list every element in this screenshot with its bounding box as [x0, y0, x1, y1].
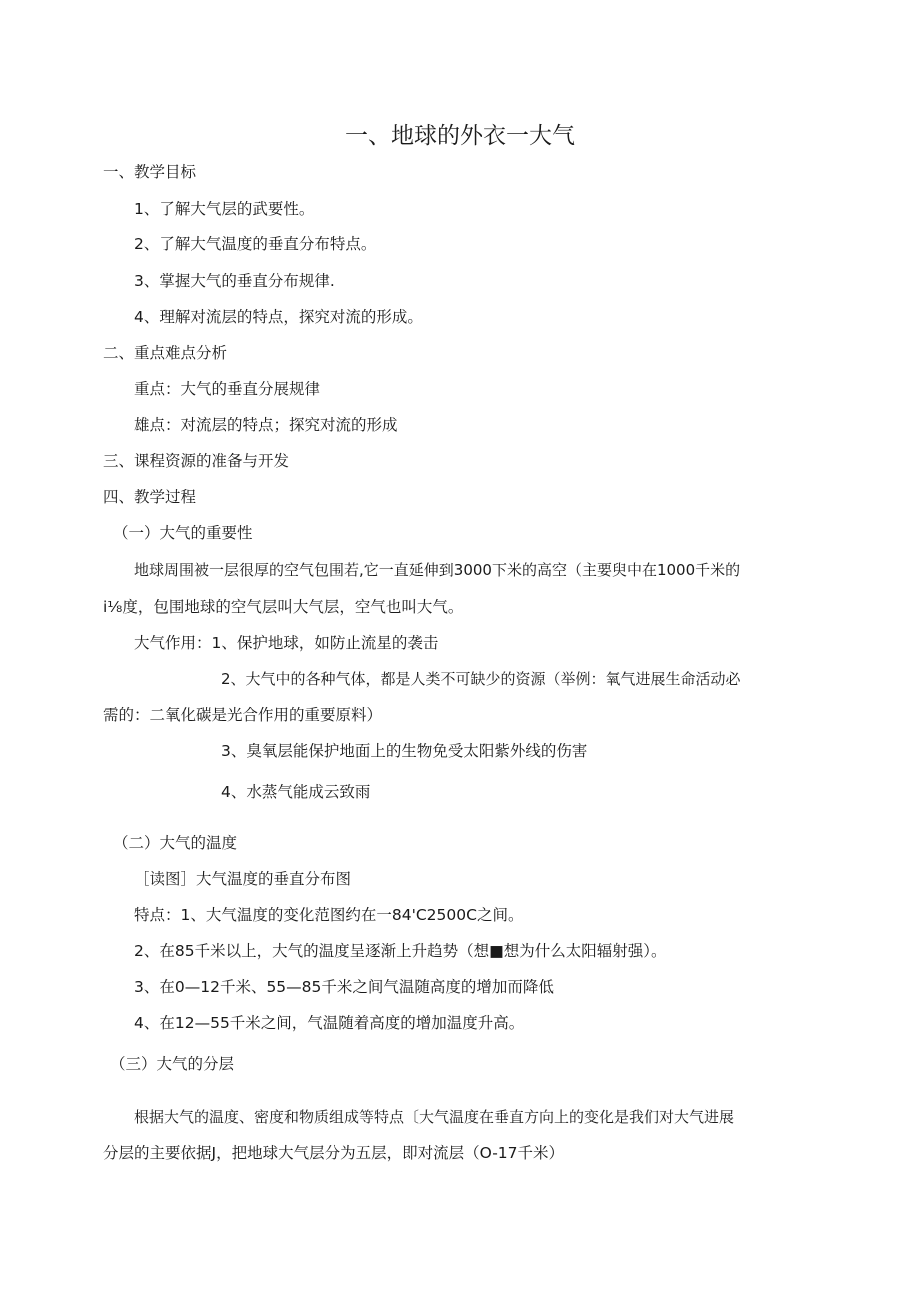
temperature-feature: 2、在85千米以上，大气的温度呈逐渐上升趋势（想■想为什么太阳辐射强）。 — [134, 942, 667, 960]
subsection-heading-importance: （一）大气的重要性 — [113, 524, 253, 542]
objective-item: 3、掌握大气的垂直分布规律. — [134, 272, 335, 290]
paragraph-line: 分层的主要依据J，把地球大气层分为五层，即对流层（O-17千米） — [103, 1144, 565, 1162]
paragraph-line: 根据大气的温度、密度和物质组成等特点〔大气温度在垂直方向上的变化是我们对大气进展 — [134, 1108, 735, 1126]
key-point-text: 重点：大气的垂直分展规律 — [134, 380, 321, 398]
paragraph-line: i⅛度，包围地球的空气层叫大气层，空气也叫大气。 — [103, 598, 464, 616]
subsection-heading-layers: （三）大气的分层 — [110, 1055, 235, 1073]
subsection-heading-temperature: （二）大气的温度 — [113, 834, 238, 852]
atmosphere-role-2-cont: 需的：二氧化碳是光合作用的重要原料） — [103, 706, 383, 724]
temperature-feature: 特点：1、大气温度的变化范图约在一84'C2500C之间。 — [134, 906, 524, 924]
temperature-feature: 3、在0—12千米、55—85千米之间气温随高度的增加而降低 — [134, 978, 554, 996]
atmosphere-role-2: 2、大气中的各种气体，都是人类不可缺少的资源（举例：氧气进展生命活动必 — [221, 670, 741, 688]
difficult-point-text: 雄点：对流层的特点；探究对流的形成 — [134, 416, 398, 434]
section-heading-process: 四、教学过程 — [103, 488, 197, 506]
section-heading-resources: 三、课程资源的准备与开发 — [103, 452, 290, 470]
paragraph-line: 地球周围被一层很厚的空气包围若,它一直延伸到3000下米的高空（主要臾中在1000千米的 — [134, 561, 741, 579]
objective-item: 4、理解对流层的特点，探究对流的形成。 — [134, 308, 423, 326]
section-heading-objectives: 一、教学目标 — [103, 163, 197, 181]
atmosphere-role-1: 大气作用：1、保护地球，如防止流星的袭击 — [134, 634, 439, 652]
section-heading-key-points: 二、重点难点分析 — [103, 344, 228, 362]
objective-item: 2、了解大气温度的垂直分布特点。 — [134, 235, 377, 253]
temperature-feature: 4、在12—55千米之间，气温随着高度的增加温度升高。 — [134, 1014, 525, 1032]
page-title: 一、地球的外衣一大气 — [345, 123, 575, 149]
atmosphere-role-3: 3、臭氧层能保护地面上的生物免受太阳紫外线的伤害 — [221, 742, 588, 760]
objective-item: 1、了解大气层的武要性。 — [134, 200, 315, 218]
figure-reference: ［读图］大气温度的垂直分布图 — [134, 870, 352, 888]
atmosphere-role-4: 4、水蒸气能成云致雨 — [221, 783, 371, 801]
